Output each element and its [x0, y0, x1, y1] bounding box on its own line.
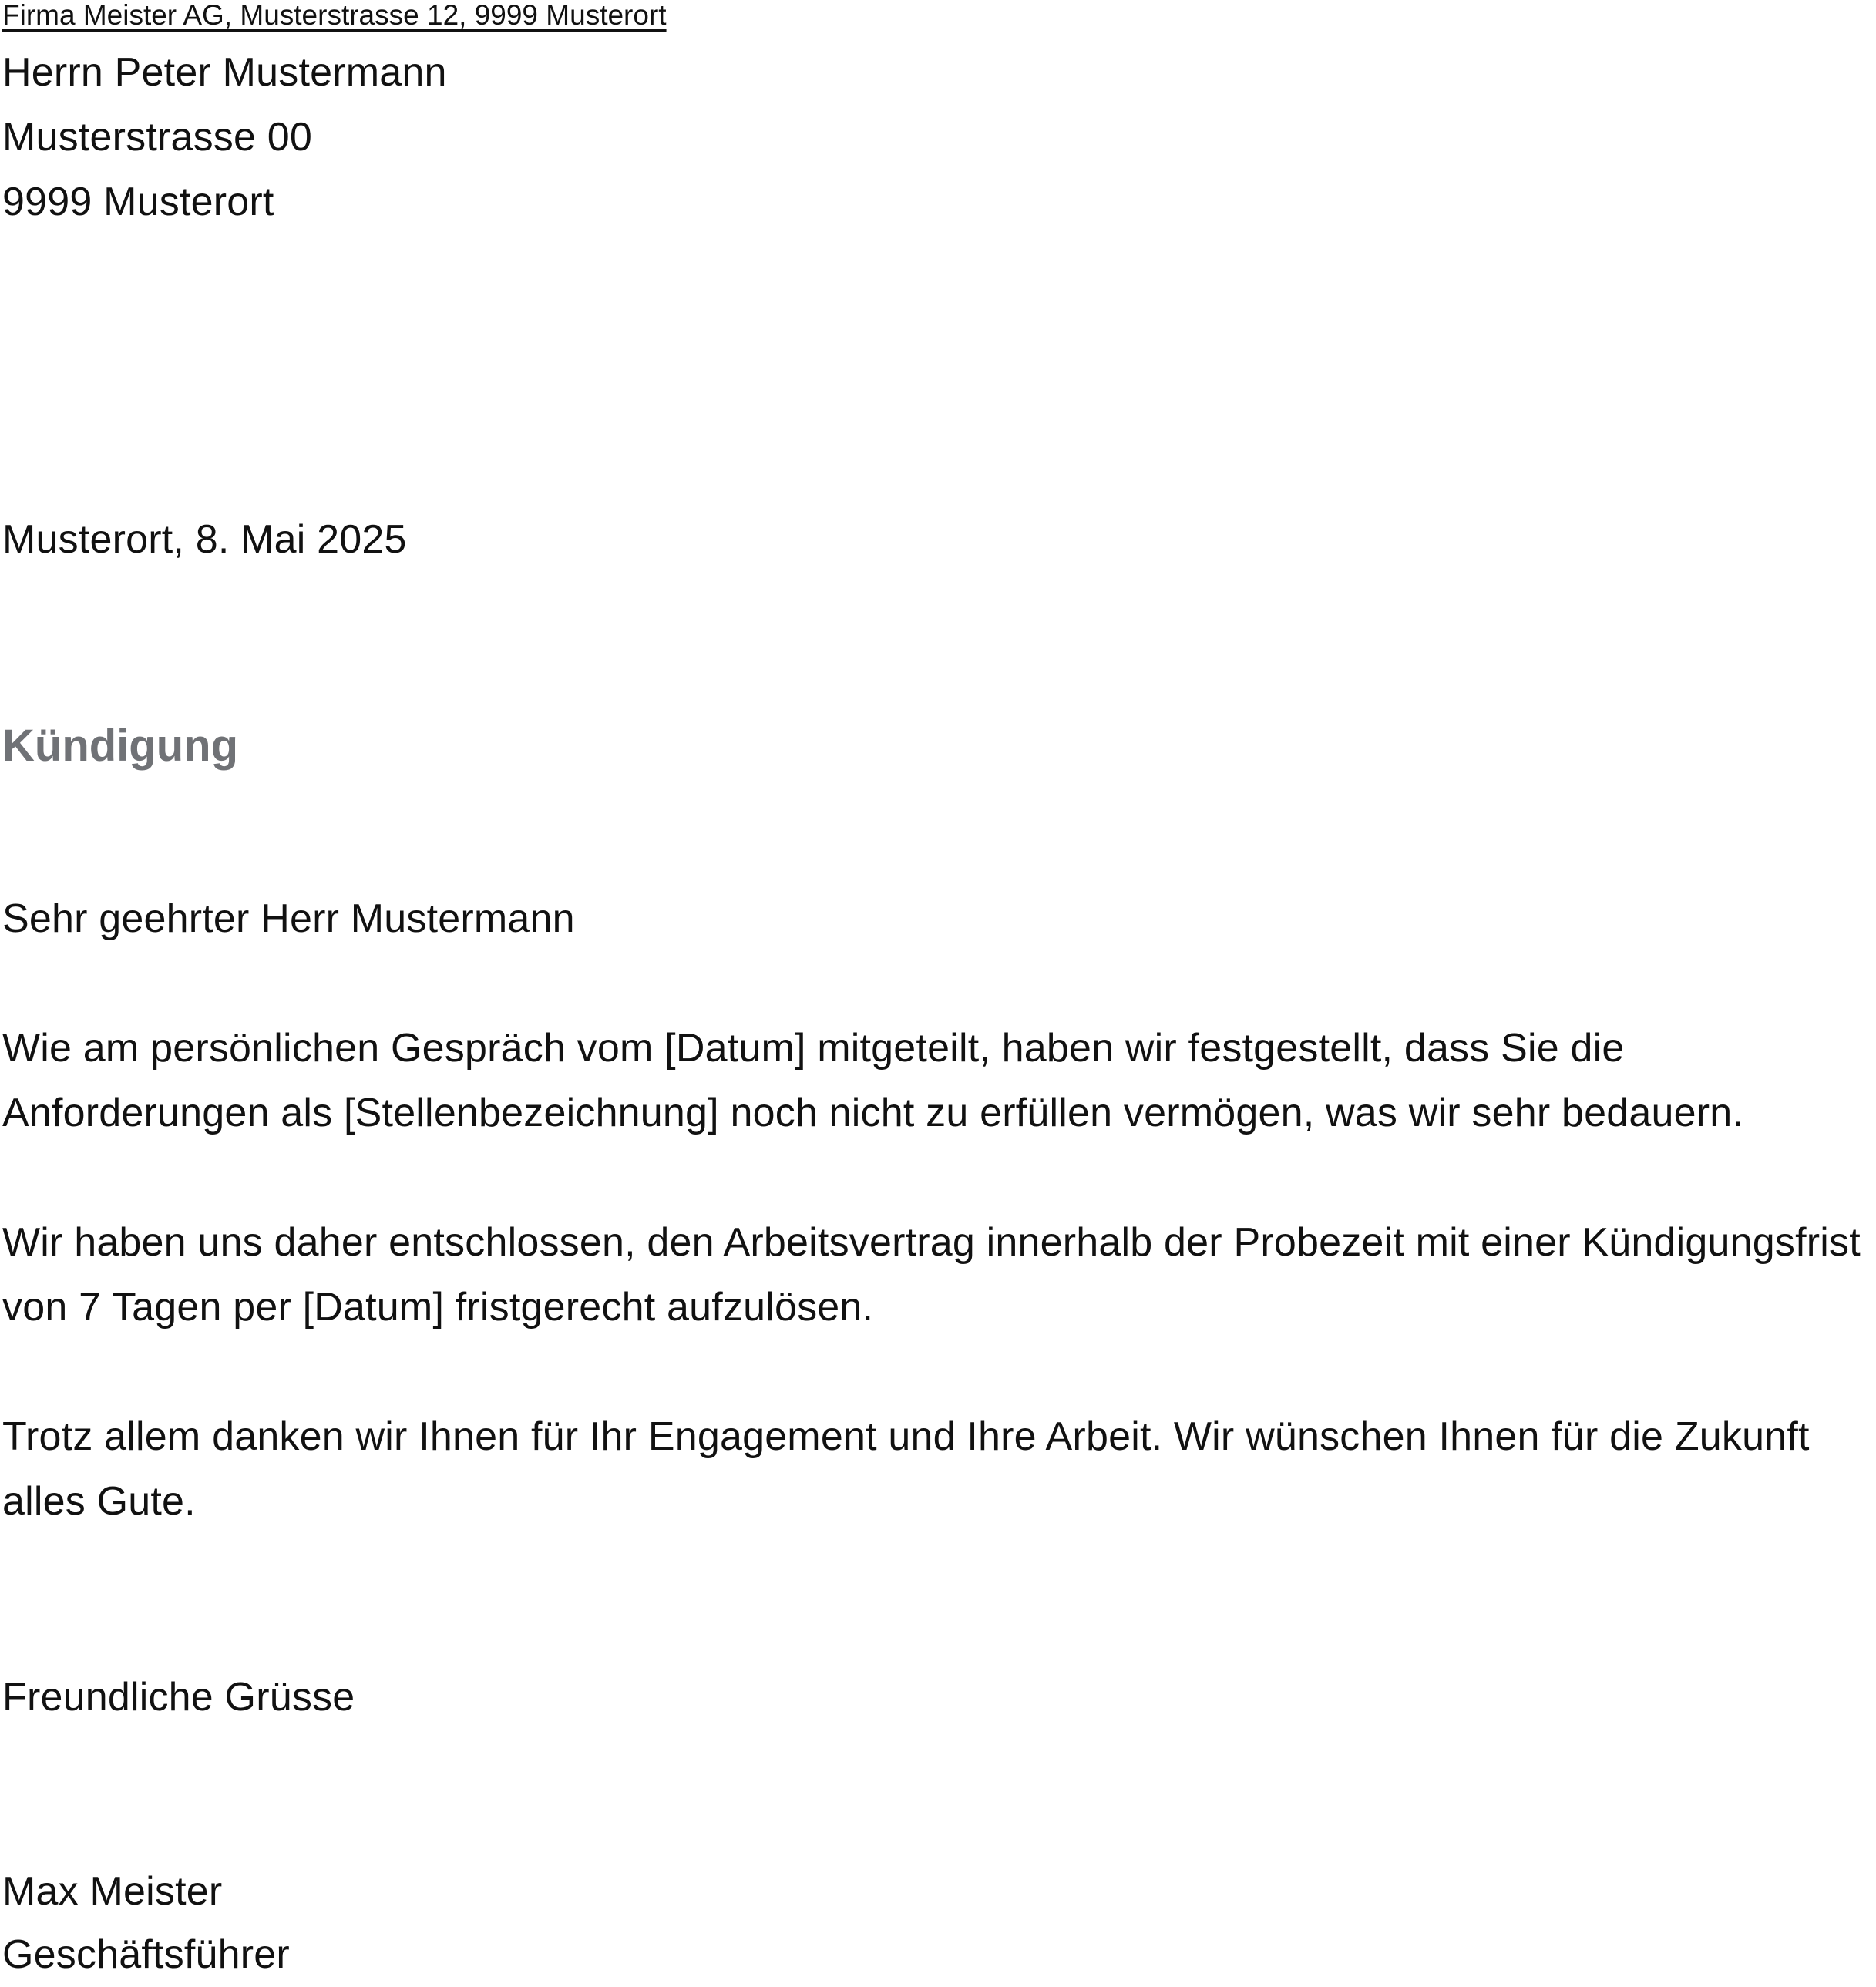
paragraph-3-line-1: Trotz allem danken wir Ihnen für Ihr Engagement und Ihre Arbeit. Wir wünschen Ihnen für die Zukunft	[2, 1414, 1810, 1459]
sender-address-line: Firma Meister AG, Musterstrasse 12, 9999 Musterort	[2, 0, 667, 31]
recipient-street: Musterstrasse 00	[2, 115, 313, 160]
signer-name: Max Meister	[2, 1869, 223, 1914]
paragraph-1-line-2: Anforderungen als [Stellenbezeichnung] noch nicht zu erfüllen vermögen, was wir sehr bedauern.	[2, 1091, 1744, 1135]
closing-greeting: Freundliche Grüsse	[2, 1675, 355, 1720]
paragraph-2-line-2: von 7 Tagen per [Datum] fristgerecht aufzulösen.	[2, 1285, 874, 1330]
recipient-name: Herrn Peter Mustermann	[2, 50, 447, 95]
paragraph-1-line-1: Wie am persönlichen Gespräch vom [Datum] mitgeteilt, haben wir festgestellt, dass Sie die	[2, 1026, 1625, 1071]
paragraph-2-line-1: Wir haben uns daher entschlossen, den Arbeitsvertrag innerhalb der Probezeit mit einer Kündigungsfrist	[2, 1220, 1861, 1265]
recipient-city: 9999 Musterort	[2, 180, 274, 224]
letter-subject: Kündigung	[2, 721, 239, 771]
place-date: Musterort, 8. Mai 2025	[2, 517, 407, 562]
signer-title: Geschäftsführer	[2, 1932, 290, 1977]
paragraph-3-line-2: alles Gute.	[2, 1479, 196, 1524]
salutation: Sehr geehrter Herr Mustermann	[2, 896, 575, 941]
